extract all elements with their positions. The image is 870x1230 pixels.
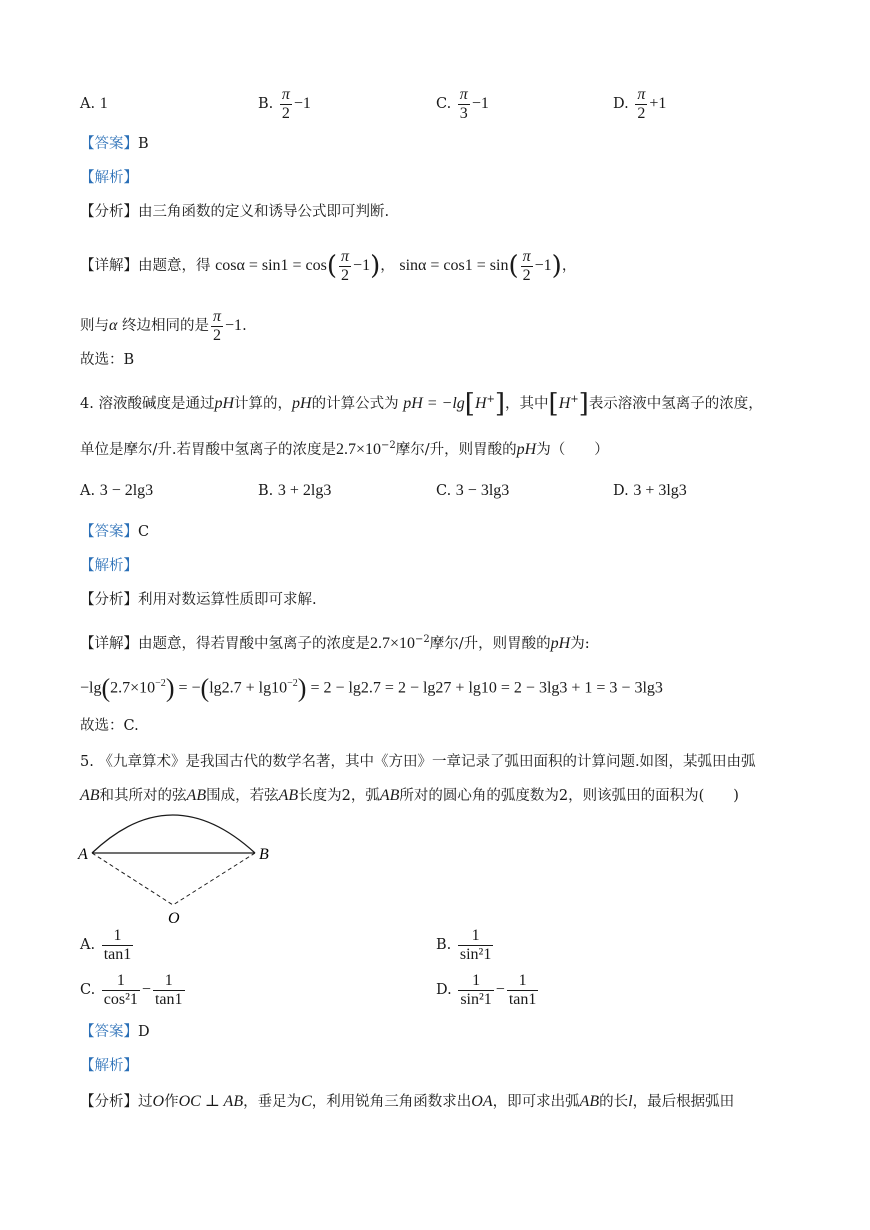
q5-answer: 【答案】D: [80, 1024, 150, 1040]
q3-fenxi: 【分析】由三角函数的定义和诱导公式即可判断.: [80, 204, 390, 220]
q3-conclusion: 则与α 终边相同的是 $\frac{\pi}{2}$ −1.: [80, 308, 247, 344]
q4-stem-line2: 单位是摩尔/升.若胃酸中氢离子的浓度是$2.7\times 10^{-2}$摩尔/升，则胃酸的pH为（ ）: [80, 440, 609, 458]
q5-fenxi: 【分析】过O作OC ⊥ AB，垂足为C，利用锐角三角函数求出OA，即可求出弧AB的长l，最后根据弧田: [80, 1093, 735, 1110]
q4-analysis-heading: 【解析】: [80, 558, 138, 574]
q3-option-b: B. $\frac{\pi}{2}$ −1: [258, 86, 311, 122]
q5-option-a: A. $\frac{1}{\tan 1}$: [80, 927, 132, 963]
label-b: B: [259, 846, 269, 863]
q4-fenxi: 【分析】利用对数运算性质即可求解.: [80, 592, 317, 608]
q4-option-d: D. 3 + 3lg3: [613, 482, 687, 499]
arc-ab: [92, 815, 255, 853]
q4-option-a: A. 3 − 2lg3: [80, 482, 154, 499]
label-a: A: [78, 846, 88, 863]
q4-calculation: $-\lg(2.7\times 10^{-2}) = -(\lg 2.7 + \lg 10^{-2}) = 2 - \lg 2.7 = 2 - \lg 27 + \lg 10 = 2 - 3\lg 3 + 1 = 3 - 3\lg 3$: [80, 673, 663, 703]
label-o: O: [168, 910, 180, 927]
q5-stem-line2: AB和其所对的弦AB围成，若弦AB长度为2，弧AB所对的圆心角的弧度数为2，则该弧田的面积为( ): [80, 787, 739, 804]
q5-analysis-heading: 【解析】: [80, 1058, 138, 1074]
radius-oa: [92, 853, 173, 905]
q4-answer: 【答案】C: [80, 524, 150, 540]
q3-choose: 故选：B: [80, 352, 135, 368]
q3-analysis-heading: 【解析】: [80, 170, 138, 186]
q4-option-b: B. 3 + 2lg3: [258, 482, 332, 499]
q4-detail: 【详解】由题意，得若胃酸中氢离子的浓度是$2.7\times 10^{-2}$摩尔/升，则胃酸的pH为:: [80, 634, 590, 652]
q3-detail: 【详解】由题意，得 cosα = sin1 = cos( $\frac{\pi}{2}$ −1)， sinα = cos1 = sin( $\frac{\pi}{2}$ −1)，: [80, 248, 577, 284]
q3-answer: 【答案】B: [80, 136, 149, 152]
q4-option-c: C. 3 − 3lg3: [436, 482, 510, 499]
q4-stem-line1: 4. 溶液酸碱度是通过pH计算的，pH的计算公式为 pH = −lg[H+]，其中[H+]表示溶液中氢离子的浓度，: [80, 388, 763, 419]
q5-arc-figure: [75, 805, 285, 930]
radius-ob: [173, 853, 255, 905]
q4-choose: 故选：C.: [80, 718, 139, 734]
q3-option-c: C. $\frac{\pi}{3}$ −1: [436, 86, 489, 122]
q5-option-d: D. $\frac{1}{\text{sin²1}}$ − $\frac{1}{\tan 1}$: [436, 972, 537, 1008]
q3-option-a: A. 1: [80, 95, 108, 112]
q5-option-c: C. $\frac{1}{\text{cos²1}}$ − $\frac{1}{\tan 1}$: [80, 972, 183, 1008]
q3-option-d: D. $\frac{\pi}{2}$ +1: [613, 86, 667, 122]
q5-option-b: B. $\frac{1}{\text{sin²1}}$: [436, 927, 492, 963]
q5-stem-line1: 5. 《九章算术》是我国古代的数学名著，其中《方田》一章记录了弧田面积的计算问题.如图，某弧田由弧: [80, 754, 756, 770]
